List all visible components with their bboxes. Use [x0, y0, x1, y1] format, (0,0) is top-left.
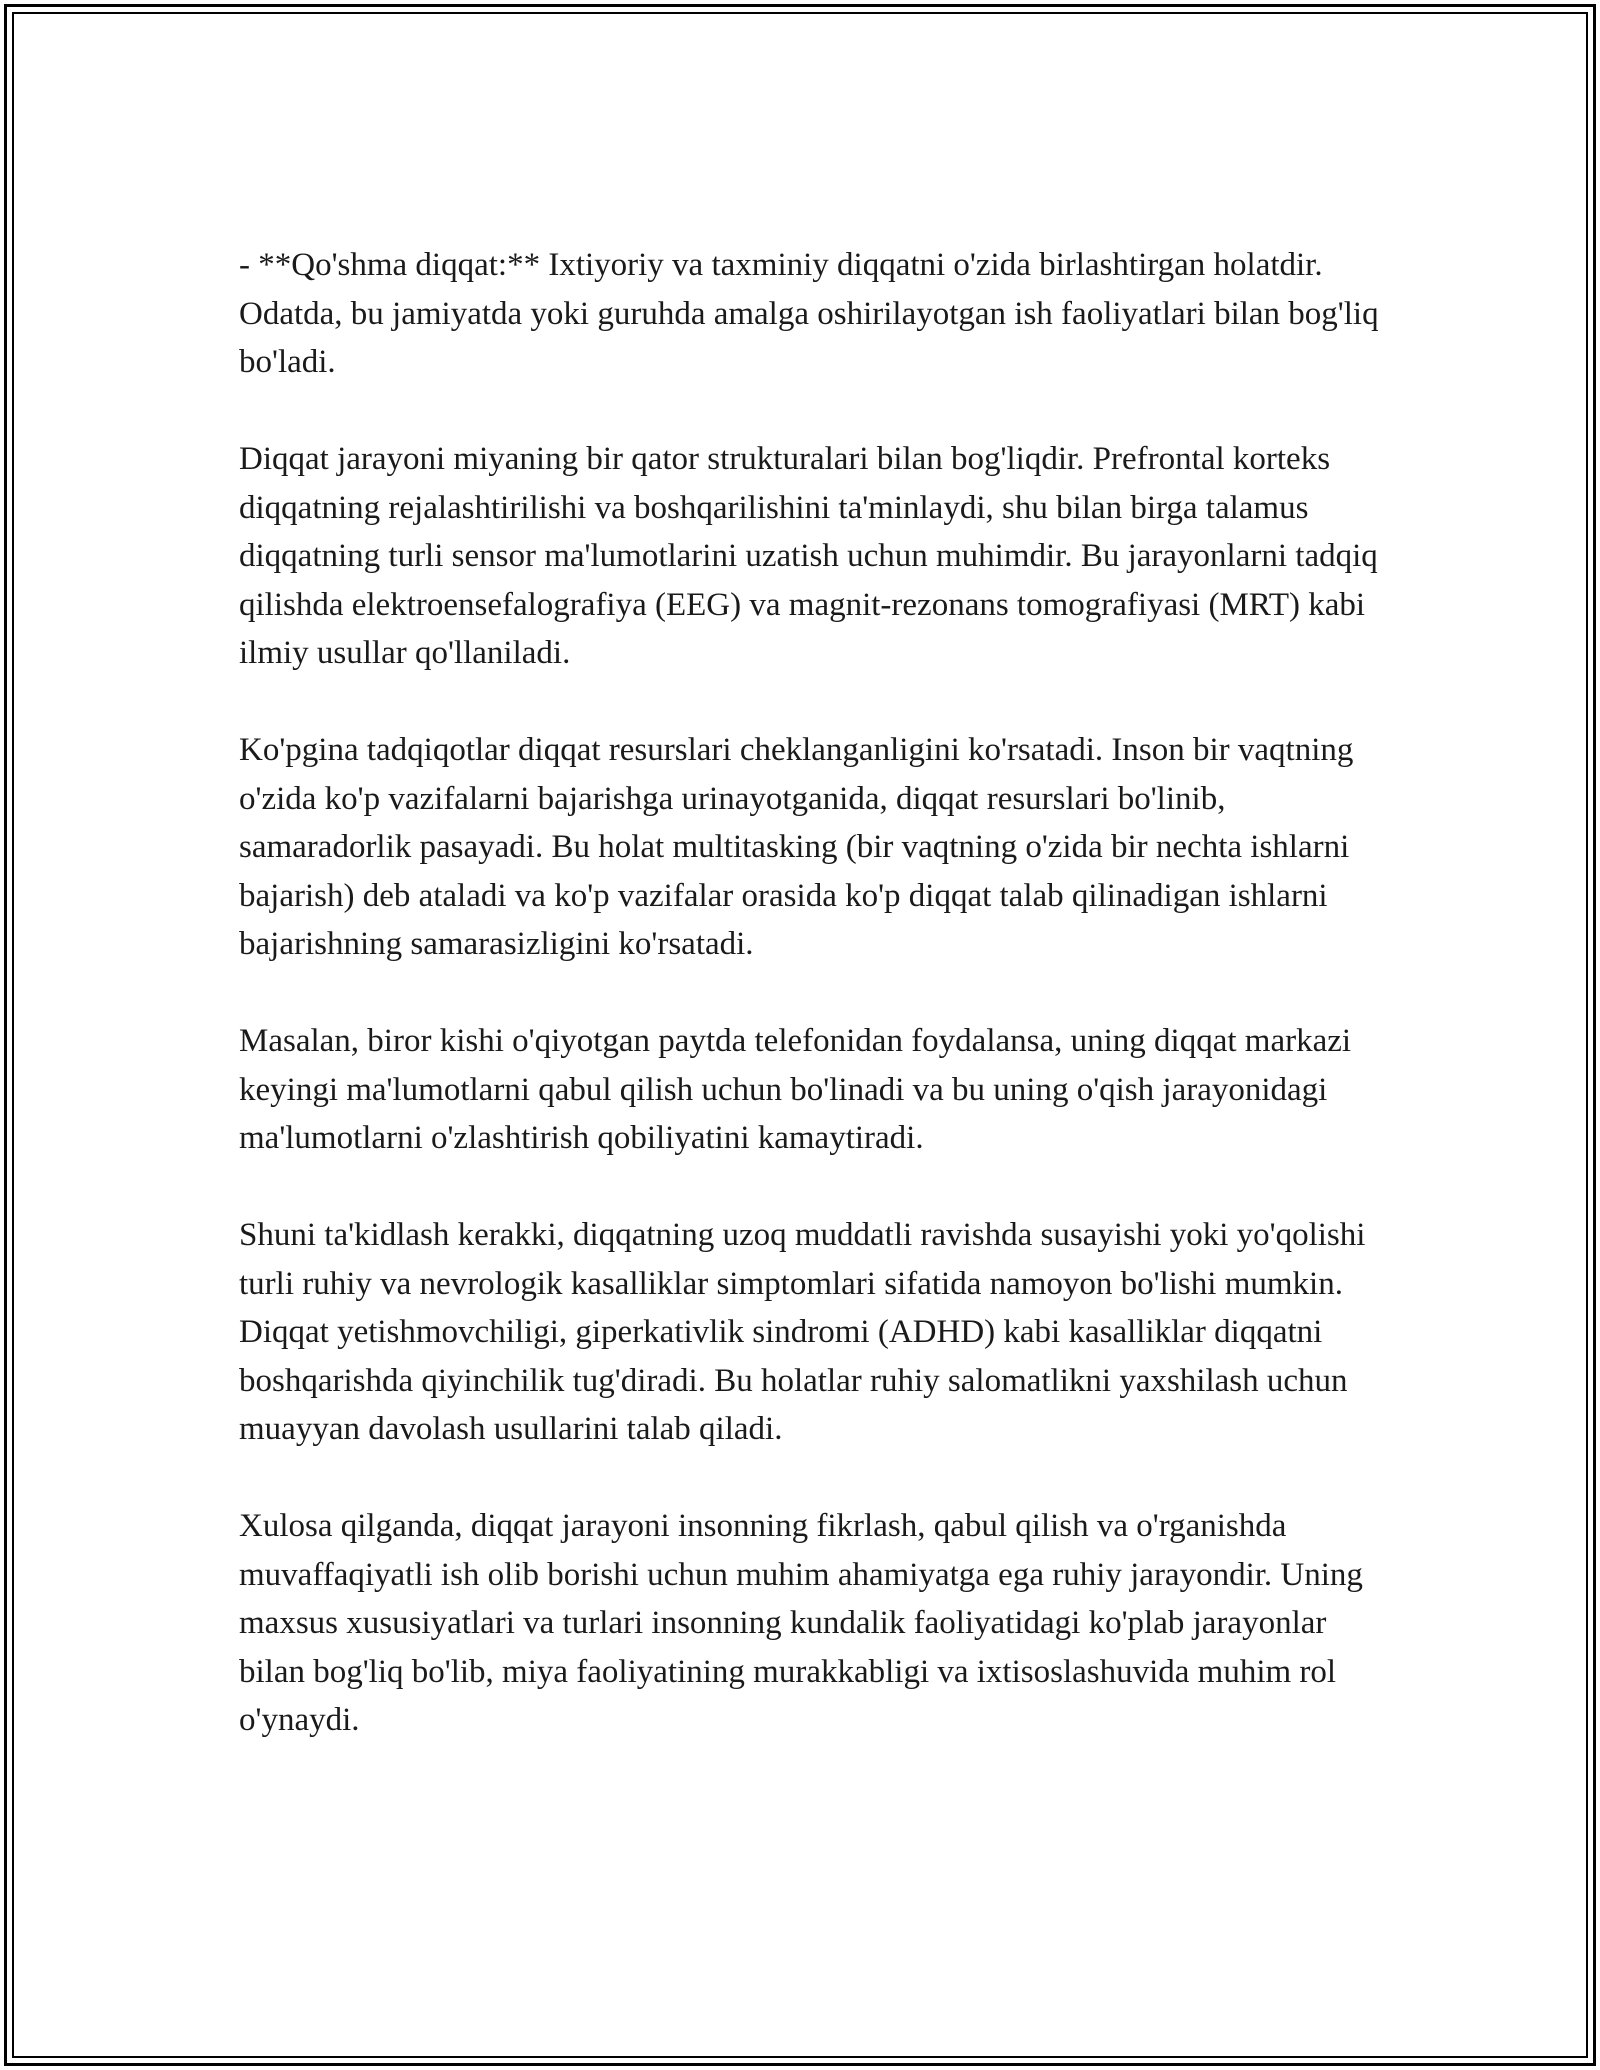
page-frame [4, 4, 1596, 2066]
paragraph-limited-resources: Ko'pgina tadqiqotlar diqqat resurslari cheklanganligini ko'rsatadi. Inson bir vaqtning o'zida ko'p vazifalarni bajarishga urinayotganida, diqqat resurslari bo'linib, samaradorlik pasayadi. Bu holat multitasking (bir vaqtning o'zida bir nechta ishlarni bajarish) deb ataladi va ko'p vazifalar orasida ko'p diqqat talab qilinadigan ishlarni bajarishning samarasizligini ko'rsatadi. [239, 732, 1354, 962]
paragraph-example: Masalan, biror kishi o'qiyotgan paytda telefonidan foydalansa, uning diqqat markazi keyingi ma'lumotlarni qabul qilish uchun bo'linadi va bu uning o'qish jarayonidagi ma'lumotlarni o'zlashtirish qobiliyatini kamaytiradi. [239, 1023, 1352, 1156]
paragraph-disorders: Shuni ta'kidlash kerakki, diqqatning uzoq muddatli ravishda susayishi yoki yo'qolishi turli ruhiy va nevrologik kasalliklar simptomlari sifatida namoyon bo'lishi mumkin. Diqqat yetishmovchiligi, giperkativlik sindromi (ADHD) kabi kasalliklar diqqatni boshqarishda qiyinchilik tug'diradi. Bu holatlar ruhiy salomatlikni yaxshilash uchun muayyan davolash usullarini talab qiladi. [239, 1217, 1366, 1447]
paragraph-conclusion: Xulosa qilganda, diqqat jarayoni insonning fikrlash, qabul qilish va o'rganishda muvaffaqiyatli ish olib borishi uchun muhim ahamiyatga ega ruhiy jarayondir. Uning maxsus xususiyatlari va turlari insonning kundalik faoliyatidagi ko'plab jarayonlar bilan bog'liq bo'lib, miya faoliyatining murakkabligi va ixtisoslashuvida muhim rol o'ynaydi. [239, 1508, 1363, 1738]
document-body [239, 241, 1399, 1745]
paragraph-joint-attention: - **Qo'shma diqqat:** Ixtiyoriy va taxminiy diqqatni o'zida birlashtirgan holatdir. Odatda, bu jamiyatda yoki guruhda amalga oshirilayotgan ish faoliyatlari bilan bog'liq bo'ladi. [239, 247, 1379, 380]
paragraph-brain-structures: Diqqat jarayoni miyaning bir qator strukturalari bilan bog'liqdir. Prefrontal korteks diqqatning rejalashtirilishi va boshqarilishini ta'minlaydi, shu bilan birga talamus diqqatning turli sensor ma'lumotlarini uzatish uchun muhimdir. Bu jarayonlarni tadqiq qilishda elektroensefalografiya (EEG) va magnit-rezonans tomografiyasi (MRT) kabi ilmiy usullar qo'llaniladi. [239, 441, 1378, 671]
